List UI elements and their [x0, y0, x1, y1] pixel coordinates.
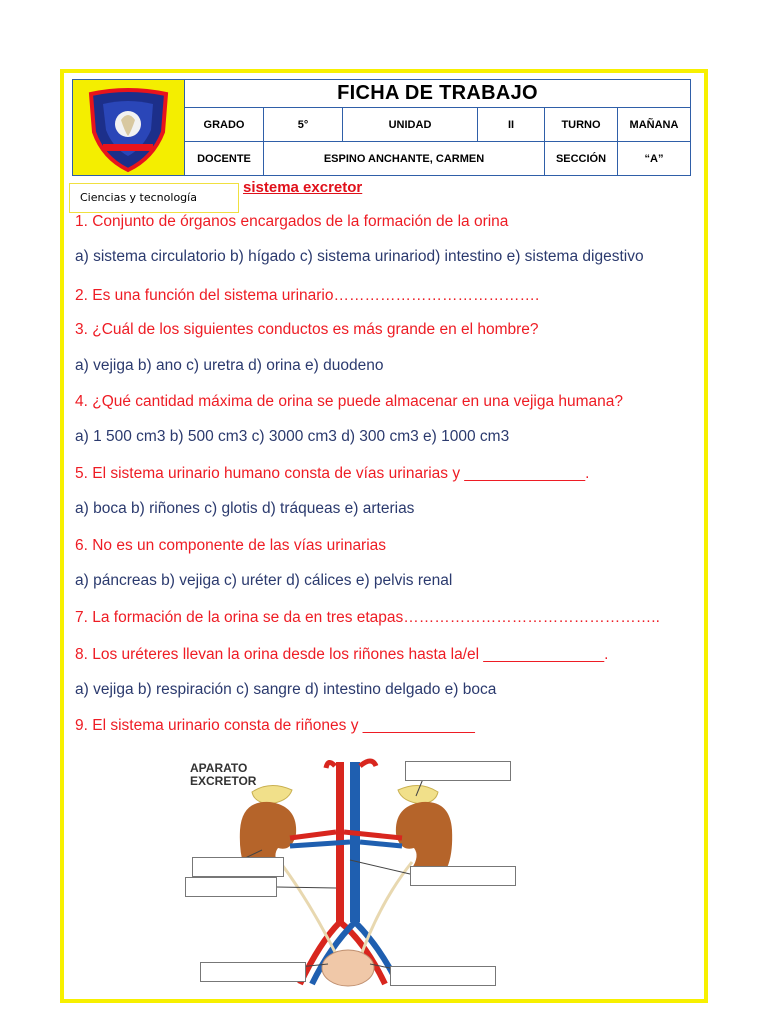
answer-box-kidney[interactable] [192, 857, 284, 877]
topic-title: sistema excretor [243, 179, 363, 196]
question-line: 4. ¿Qué cantidad máxima de orina se puede almacenar en una vejiga humana? [75, 393, 624, 410]
question-line: 7. La formación de la orina se da en tres etapas………………………………………….. [75, 609, 660, 626]
subject-box: Ciencias y tecnología [69, 183, 239, 213]
grado-label: GRADO [185, 108, 264, 141]
question-line: 1. Conjunto de órganos encargados de la formación de la orina [75, 213, 509, 230]
answer-options-line: a) vejiga b) respiración c) sangre d) intestino delgado e) boca [75, 681, 497, 698]
docente-label: DOCENTE [185, 142, 264, 175]
answer-options-line: a) páncreas b) vejiga c) uréter d) cálices e) pelvis renal [75, 572, 453, 589]
answer-options-line: a) 1 500 cm3 b) 500 cm3 c) 3000 cm3 d) 300 cm3 e) 1000 cm3 [75, 428, 510, 445]
answer-box-ureter-right[interactable] [410, 866, 516, 886]
school-logo-cell [73, 80, 185, 175]
answer-box-bladder[interactable] [200, 962, 306, 982]
seccion-label: SECCIÓN [545, 142, 618, 175]
question-line: 6. No es un componente de las vías urinarias [75, 537, 387, 554]
question-line: 3. ¿Cuál de los siguientes conductos es más grande en el hombre? [75, 321, 539, 338]
diagram-title-line2: EXCRETOR [190, 774, 257, 788]
header-table [72, 79, 691, 176]
question-line: 9. El sistema urinario consta de riñones y _____________ [75, 717, 475, 734]
answer-box-urethra[interactable] [390, 966, 496, 986]
answer-options-line: a) sistema circulatorio b) hígado c) sistema urinariod) intestino e) sistema digestivo [75, 248, 644, 265]
turno-value: MAÑANA [629, 118, 679, 131]
unidad-value: II [478, 108, 545, 141]
answer-options-line: a) vejiga b) ano c) uretra d) orina e) duodeno [75, 357, 384, 374]
turno-label: TURNO [545, 108, 618, 141]
excretory-system-diagram [180, 752, 520, 988]
diagram-title-line1: APARATO [190, 761, 248, 775]
docente-value: ESPINO ANCHANTE, CARMEN [264, 142, 545, 175]
unidad-label: UNIDAD [343, 108, 478, 141]
answer-box-ureter-left[interactable] [185, 877, 277, 897]
grado-value: 5° [264, 108, 343, 141]
question-line: 5. El sistema urinario humano consta de vías urinarias y ______________. [75, 465, 590, 482]
answer-box-adrenal[interactable] [405, 761, 511, 781]
school-crest-icon [73, 80, 184, 175]
header-row-docente [185, 142, 690, 175]
worksheet-title-row [185, 80, 690, 108]
header-row-grado [185, 108, 690, 142]
question-line: 8. Los uréteres llevan la orina desde los riñones hasta la/el ______________. [75, 646, 609, 663]
answer-options-line: a) boca b) riñones c) glotis d) tráqueas e) arterias [75, 500, 415, 517]
seccion-value: “A” [644, 152, 664, 165]
worksheet-title: FICHA DE TRABAJO [337, 82, 538, 104]
question-line: 2. Es una función del sistema urinario…………………………………. [75, 287, 540, 304]
